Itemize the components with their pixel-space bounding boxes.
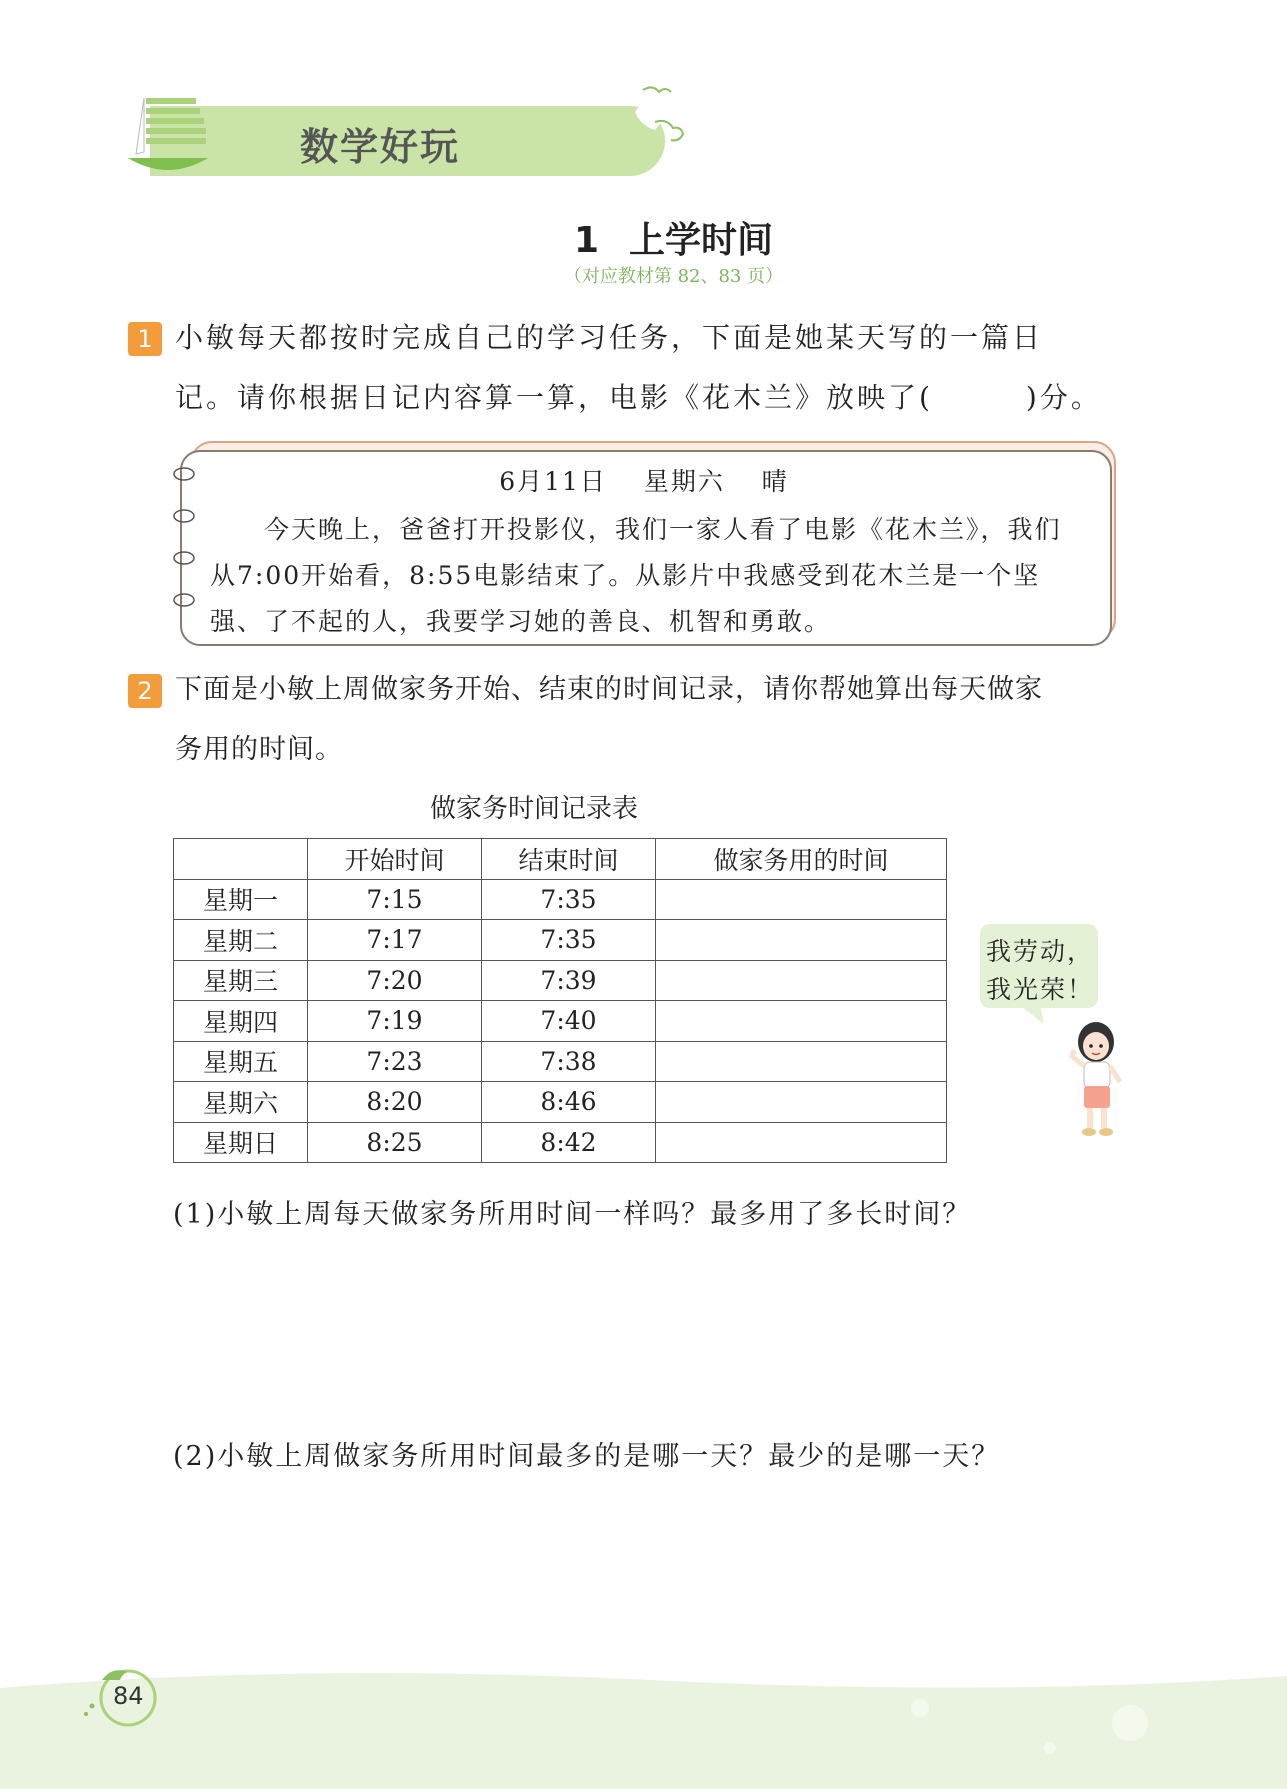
start-cell: 7:23 [308,1041,482,1082]
banner-title: 数学好玩 [300,125,461,169]
speech-bubble-tail [1018,1004,1048,1026]
day-cell: 星期一 [174,879,308,920]
question-1-line-2: 记。请你根据日记内容算一算，电影《花木兰》放映了( )分。 [175,381,1102,414]
table-row [174,1001,947,1042]
diary-line-1: 今天晚上，爸爸打开投影仪，我们一家人看了电影《花木兰》，我们 [210,515,1062,544]
header-cell: 做家务用的时间 [656,839,947,880]
cloud-icon [625,82,695,162]
question-1-marker: 1 [128,322,162,356]
start-cell: 7:15 [308,879,482,920]
footer-decoration [0,1668,1287,1789]
table-row [174,1082,947,1123]
end-cell: 8:46 [482,1082,656,1123]
end-cell: 8:42 [482,1122,656,1163]
table-caption: 做家务时间记录表 [430,794,639,824]
diary-line-3: 强、了不起的人，我要学习她的善良、机智和勇敢。 [210,607,832,636]
sailboat-icon [128,92,208,182]
table-row [174,879,947,920]
end-cell: 7:35 [482,879,656,920]
duration-cell[interactable] [656,920,947,961]
textbook-reference: （对应教材第 82、83 页） [563,266,784,287]
girl-illustration [1062,1016,1132,1142]
duration-cell[interactable] [656,1122,947,1163]
bubble-line-1: 我劳动， [986,937,1095,966]
table-row [174,920,947,961]
lesson-number: 1 [573,220,600,261]
header-cell [174,839,308,880]
day-cell: 星期六 [174,1082,308,1123]
start-cell: 7:17 [308,920,482,961]
subquestion-1: (1)小敏上周每天做家务所用时间一样吗？最多用了多长时间？ [173,1199,972,1230]
table-header-row [174,839,947,880]
question-1-line-1: 小敏每天都按时完成自己的学习任务，下面是她某天写的一篇日 [175,321,1044,354]
end-cell: 7:38 [482,1041,656,1082]
lesson-title [0,212,1287,263]
day-cell: 星期日 [174,1122,308,1163]
header-cell: 开始时间 [308,839,482,880]
start-cell: 7:19 [308,1001,482,1042]
start-cell: 8:20 [308,1082,482,1123]
day-cell: 星期四 [174,1001,308,1042]
start-cell: 8:25 [308,1122,482,1163]
end-cell: 7:35 [482,920,656,961]
end-cell: 7:40 [482,1001,656,1042]
duration-cell[interactable] [656,960,947,1001]
question-2-marker: 2 [128,674,162,708]
table-row [174,1041,947,1082]
chores-time-table [173,838,947,1163]
duration-cell[interactable] [656,1041,947,1082]
bubble-line-2: 我光荣！ [986,975,1095,1004]
duration-cell[interactable] [656,1082,947,1123]
question-2-line-1: 下面是小敏上周做家务开始、结束的时间记录，请你帮她算出每天做家 [175,674,1043,705]
subquestion-2: (2)小敏上周做家务所用时间最多的是哪一天？最少的是哪一天？ [173,1441,1001,1472]
day-cell: 星期五 [174,1041,308,1082]
table-row [174,1122,947,1163]
header-cell: 结束时间 [482,839,656,880]
lesson-name: 上学时间 [629,220,774,261]
diary-date-line: 6月11日 星期六 晴 [499,467,789,496]
start-cell: 7:20 [308,960,482,1001]
duration-cell[interactable] [656,1001,947,1042]
diary-line-2: 从7:00开始看，8:55电影结束了。从影片中我感受到花木兰是一个坚 [210,561,1041,590]
end-cell: 7:39 [482,960,656,1001]
question-2-line-2: 务用的时间。 [175,734,343,765]
page-number: 84 [113,1682,144,1710]
day-cell: 星期二 [174,920,308,961]
table-row [174,960,947,1001]
day-cell: 星期三 [174,960,308,1001]
duration-cell[interactable] [656,879,947,920]
